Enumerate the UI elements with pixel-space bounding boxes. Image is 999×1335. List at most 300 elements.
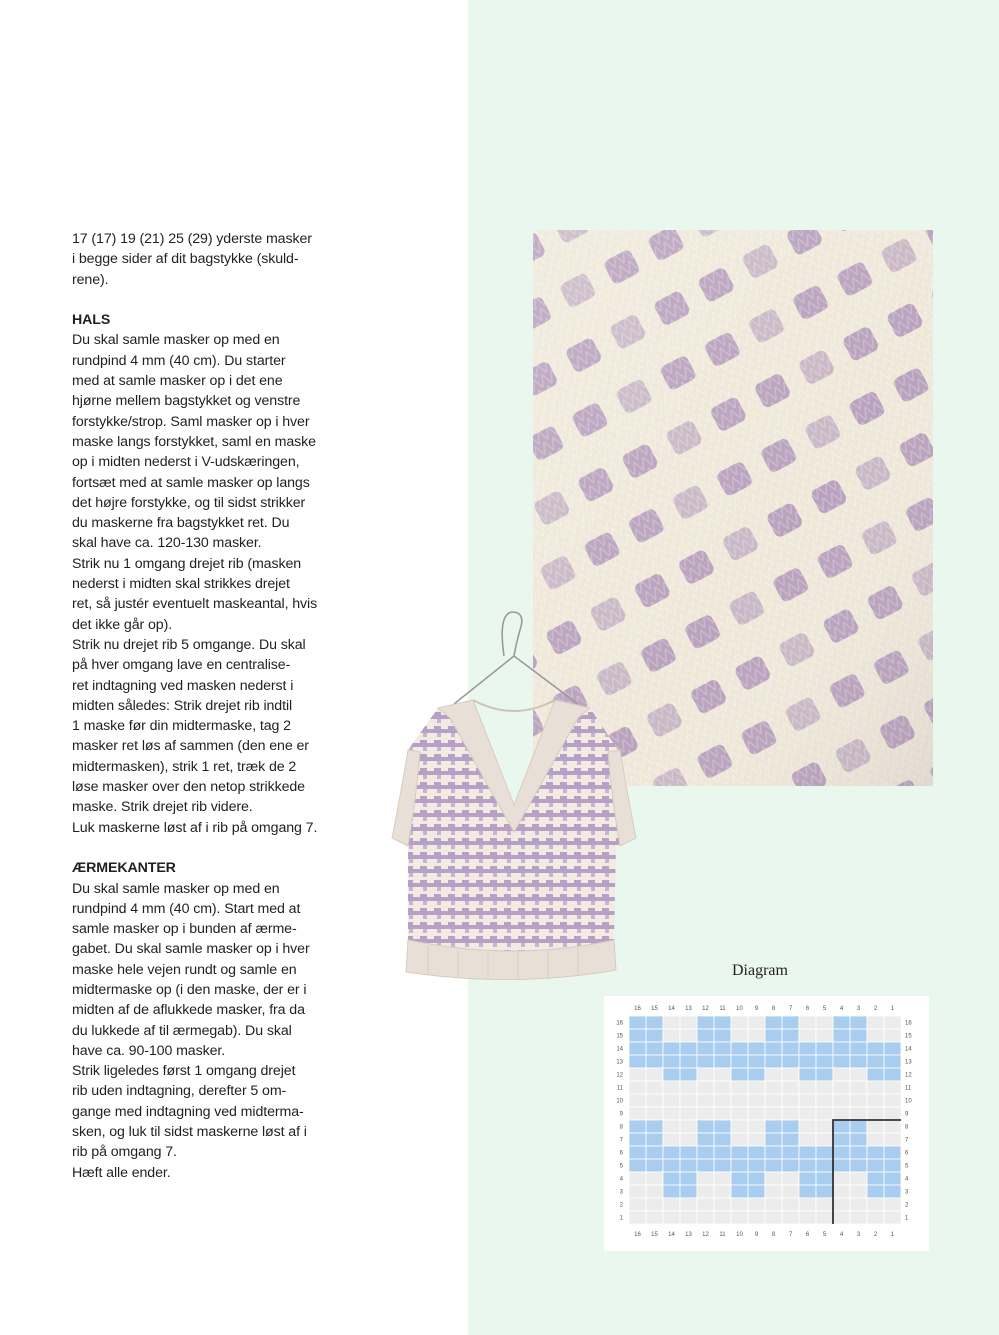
text-line: hjørne mellem bagstykket og venstre <box>72 393 301 410</box>
chart-cell-empty <box>850 1068 867 1081</box>
chart-cell-filled <box>731 1055 748 1068</box>
chart-cell-filled <box>697 1133 714 1146</box>
chart-cell-empty <box>680 1029 697 1042</box>
text-line: midtermasken), strik 1 ret, træk de 2 <box>72 758 297 775</box>
chart-cell-empty <box>646 1211 663 1224</box>
text-line: rene). <box>72 271 109 288</box>
chart-col-label: 10 <box>736 1232 743 1238</box>
chart-cell-empty <box>782 1081 799 1094</box>
chart-col-label: 16 <box>634 1006 641 1012</box>
chart-cell-filled <box>731 1068 748 1081</box>
chart-cell-empty <box>867 1198 884 1211</box>
chart-row-label: 15 <box>905 1033 912 1040</box>
chart-row-label: 9 <box>905 1111 909 1118</box>
chart-cell-empty <box>816 1094 833 1107</box>
chart-row-label: 12 <box>905 1072 912 1079</box>
chart-row-label: 8 <box>619 1124 623 1131</box>
text-line: med at samle masker op i det ene <box>72 373 283 390</box>
chart-cell-empty <box>833 1068 850 1081</box>
chart-cell-empty <box>680 1120 697 1133</box>
chart-col-label: 5 <box>822 1006 827 1012</box>
chart-cell-empty <box>663 1016 680 1029</box>
chart-cell-filled <box>714 1120 731 1133</box>
chart-col-label: 12 <box>702 1232 709 1238</box>
chart-cell-empty <box>697 1094 714 1107</box>
chart-cell-empty <box>833 1081 850 1094</box>
chart-cell-empty <box>680 1016 697 1029</box>
chart-cell-empty <box>765 1081 782 1094</box>
text-line: skal have ca. 120-130 masker. <box>72 535 262 552</box>
chart-cell-filled <box>697 1055 714 1068</box>
pattern-instructions <box>72 229 347 1183</box>
chart-row-label: 8 <box>905 1124 909 1131</box>
chart-cell-empty <box>833 1107 850 1120</box>
chart-cell-filled <box>748 1172 765 1185</box>
chart-cell-filled <box>680 1042 697 1055</box>
chart-cell-filled <box>714 1029 731 1042</box>
chart-cell-filled <box>663 1055 680 1068</box>
chart-cell-filled <box>799 1159 816 1172</box>
chart-cell-empty <box>714 1081 731 1094</box>
chart-cell-empty <box>850 1211 867 1224</box>
chart-cell-filled <box>714 1159 731 1172</box>
chart-cell-filled <box>697 1146 714 1159</box>
chart-row-label: 3 <box>905 1189 909 1196</box>
chart-cell-filled <box>646 1042 663 1055</box>
chart-cell-empty <box>799 1198 816 1211</box>
chart-cell-filled <box>748 1055 765 1068</box>
chart-cell-empty <box>748 1211 765 1224</box>
chart-cell-empty <box>782 1198 799 1211</box>
chart-cell-empty <box>748 1107 765 1120</box>
chart-cell-filled <box>850 1055 867 1068</box>
text-line: Strik nu 1 omgang drejet rib (masken <box>72 555 302 572</box>
chart-cell-filled <box>680 1146 697 1159</box>
chart-cell-filled <box>850 1159 867 1172</box>
text-line: forstykke/strop. Saml masker op i hver <box>72 413 310 430</box>
chart-cell-empty <box>629 1211 646 1224</box>
chart-col-label: 6 <box>805 1232 810 1238</box>
chart-cell-filled <box>884 1172 901 1185</box>
chart-cell-empty <box>748 1029 765 1042</box>
chart-cell-filled <box>680 1172 697 1185</box>
chart-cell-filled <box>714 1055 731 1068</box>
chart-col-label: 5 <box>822 1232 827 1238</box>
chart-cell-empty <box>731 1133 748 1146</box>
chart-cell-filled <box>867 1159 884 1172</box>
chart-cell-filled <box>782 1146 799 1159</box>
chart-cell-empty <box>714 1094 731 1107</box>
chart-cell-empty <box>850 1198 867 1211</box>
chart-cell-filled <box>714 1042 731 1055</box>
chart-cell-empty <box>884 1081 901 1094</box>
chart-cell-empty <box>816 1198 833 1211</box>
chart-cell-filled <box>748 1185 765 1198</box>
chart-cell-filled <box>680 1159 697 1172</box>
aermekanter-section <box>72 858 347 1183</box>
chart-cell-filled <box>816 1159 833 1172</box>
text-line: det ikke går op). <box>72 616 173 633</box>
chart-cell-empty <box>748 1081 765 1094</box>
chart-cell-filled <box>867 1068 884 1081</box>
chart-cell-filled <box>867 1055 884 1068</box>
chart-cell-filled <box>799 1172 816 1185</box>
hanger-icon <box>454 612 578 704</box>
chart-cell-filled <box>867 1042 884 1055</box>
chart-cell-filled <box>833 1029 850 1042</box>
chart-cell-filled <box>646 1159 663 1172</box>
intro-paragraph <box>72 229 347 290</box>
chart-cell-filled <box>765 1159 782 1172</box>
chart-col-label: 9 <box>754 1006 759 1012</box>
chart-cell-filled <box>714 1016 731 1029</box>
chart-cell-empty <box>799 1107 816 1120</box>
chart-cell-filled <box>816 1172 833 1185</box>
chart-cell-empty <box>816 1133 833 1146</box>
chart-col-label: 9 <box>754 1232 759 1238</box>
text-line: løse masker over den netop strikkede <box>72 779 305 796</box>
chart-cell-empty <box>663 1120 680 1133</box>
chart-cell-empty <box>884 1120 901 1133</box>
chart-cell-empty <box>629 1094 646 1107</box>
text-line: Hæft alle ender. <box>72 1164 171 1181</box>
chart-row-label: 15 <box>616 1033 623 1040</box>
chart-cell-empty <box>714 1172 731 1185</box>
chart-cell-filled <box>663 1042 680 1055</box>
chart-cell-empty <box>629 1198 646 1211</box>
chart-cell-empty <box>731 1081 748 1094</box>
chart-row-label: 14 <box>905 1046 912 1053</box>
chart-row-label: 6 <box>619 1150 623 1157</box>
chart-cell-filled <box>799 1146 816 1159</box>
chart-cell-filled <box>884 1055 901 1068</box>
chart-row-label: 13 <box>616 1059 623 1066</box>
chart-cell-filled <box>646 1029 663 1042</box>
text-line: maske hele vejen rundt og samle en <box>72 961 297 978</box>
chart-cell-filled <box>714 1133 731 1146</box>
chart-cell-empty <box>731 1094 748 1107</box>
chart-cell-empty <box>731 1120 748 1133</box>
chart-cell-empty <box>714 1198 731 1211</box>
chart-col-label: 4 <box>839 1006 844 1012</box>
chart-col-label: 7 <box>788 1232 793 1238</box>
chart-row-label: 6 <box>905 1150 909 1157</box>
text-line: Du skal samle masker op med en <box>72 880 280 897</box>
chart-cell-filled <box>646 1120 663 1133</box>
chart-cell-empty <box>663 1107 680 1120</box>
chart-cell-empty <box>629 1185 646 1198</box>
chart-col-label: 8 <box>771 1232 776 1238</box>
diagram-title: Diagram <box>732 962 788 979</box>
chart-cell-filled <box>765 1042 782 1055</box>
chart-cell-empty <box>867 1107 884 1120</box>
chart-cell-filled <box>867 1172 884 1185</box>
chart-cell-empty <box>731 1211 748 1224</box>
chart-row-label: 12 <box>616 1072 623 1079</box>
text-line: midten således: Strik drejet rib indtil <box>72 697 293 714</box>
chart-cell-filled <box>714 1146 731 1159</box>
chart-col-label: 8 <box>771 1006 776 1012</box>
chart-row-label: 5 <box>619 1163 623 1170</box>
chart-col-label: 3 <box>856 1006 861 1012</box>
chart-cell-empty <box>765 1211 782 1224</box>
chart-cell-empty <box>884 1094 901 1107</box>
chart-cell-empty <box>850 1107 867 1120</box>
chart-cell-empty <box>833 1094 850 1107</box>
chart-cell-empty <box>714 1185 731 1198</box>
chart-cell-empty <box>867 1081 884 1094</box>
chart-cell-empty <box>867 1016 884 1029</box>
chart-cell-empty <box>680 1133 697 1146</box>
chart-cell-empty <box>867 1120 884 1133</box>
chart-cell-filled <box>850 1120 867 1133</box>
chart-cell-empty <box>884 1133 901 1146</box>
text-line: rundpind 4 mm (40 cm). Start med at <box>72 900 301 917</box>
chart-cell-empty <box>765 1107 782 1120</box>
chart-cell-filled <box>799 1042 816 1055</box>
text-line: du lukkede af til ærmegab). Du skal <box>72 1022 292 1039</box>
chart-cell-filled <box>697 1159 714 1172</box>
chart-col-label: 10 <box>736 1006 743 1012</box>
chart-cell-empty <box>663 1081 680 1094</box>
chart-cell-empty <box>748 1198 765 1211</box>
chart-col-label: 15 <box>651 1232 658 1238</box>
chart-col-label: 14 <box>668 1006 675 1012</box>
chart-cell-filled <box>680 1185 697 1198</box>
chart-cell-filled <box>765 1029 782 1042</box>
chart-cell-filled <box>697 1029 714 1042</box>
chart-cell-empty <box>799 1120 816 1133</box>
chart-row-label: 16 <box>616 1020 623 1027</box>
chart-cell-filled <box>799 1068 816 1081</box>
chart-cell-empty <box>833 1172 850 1185</box>
chart-cell-empty <box>884 1211 901 1224</box>
chart-cell-filled <box>833 1042 850 1055</box>
chart-row-label: 7 <box>619 1137 623 1144</box>
chart-cell-empty <box>731 1107 748 1120</box>
chart-col-label: 14 <box>668 1232 675 1238</box>
chart-cell-empty <box>816 1081 833 1094</box>
chart-cell-empty <box>680 1094 697 1107</box>
chart-cell-filled <box>629 1120 646 1133</box>
chart-cell-filled <box>646 1016 663 1029</box>
text-line: det højre forstykke, og til sidst strikker <box>72 494 306 511</box>
chart-cell-empty <box>697 1068 714 1081</box>
chart-cell-empty <box>884 1016 901 1029</box>
chart-cell-empty <box>850 1172 867 1185</box>
text-line: 17 (17) 19 (21) 25 (29) yderste masker <box>72 231 312 247</box>
chart-cell-filled <box>850 1133 867 1146</box>
chart-cell-filled <box>850 1146 867 1159</box>
chart-cell-filled <box>697 1016 714 1029</box>
chart-row-label: 1 <box>619 1215 623 1222</box>
chart-cell-empty <box>680 1107 697 1120</box>
text-line: rib uden indtagning, derefter 5 om- <box>72 1083 287 1100</box>
text-line: gange med indtagning ved midterma- <box>72 1103 304 1120</box>
chart-cell-empty <box>646 1198 663 1211</box>
chart-cell-empty <box>663 1211 680 1224</box>
chart-cell-filled <box>629 1055 646 1068</box>
chart-cell-empty <box>680 1081 697 1094</box>
chart-cell-filled <box>884 1042 901 1055</box>
chart-cell-empty <box>646 1081 663 1094</box>
chart-cell-filled <box>765 1120 782 1133</box>
chart-cell-empty <box>833 1185 850 1198</box>
chart-cell-empty <box>867 1029 884 1042</box>
chart-cell-filled <box>850 1016 867 1029</box>
chart-cell-empty <box>629 1081 646 1094</box>
chart-cell-empty <box>748 1133 765 1146</box>
chart-cell-filled <box>782 1159 799 1172</box>
chart-cell-filled <box>782 1055 799 1068</box>
chart-col-label: 1 <box>890 1006 895 1012</box>
chart-cell-empty <box>646 1107 663 1120</box>
chart-cell-empty <box>629 1068 646 1081</box>
chart-cell-filled <box>629 1016 646 1029</box>
chart-cell-filled <box>646 1055 663 1068</box>
text-line: maske langs forstykket, saml en maske <box>72 433 316 450</box>
chart-cell-filled <box>816 1146 833 1159</box>
chart-col-label: 13 <box>685 1232 692 1238</box>
text-line: masker ret løs af sammen (den ene er <box>72 738 309 755</box>
chart-cell-empty <box>765 1094 782 1107</box>
chart-cell-filled <box>884 1185 901 1198</box>
chart-cell-empty <box>833 1198 850 1211</box>
chart-cell-filled <box>867 1185 884 1198</box>
chart-cell-empty <box>765 1068 782 1081</box>
chart-cell-filled <box>833 1133 850 1146</box>
chart-cell-empty <box>748 1016 765 1029</box>
chart-row-label: 16 <box>905 1020 912 1027</box>
chart-row-label: 14 <box>616 1046 623 1053</box>
text-line: fortsæt med at samle masker op langs <box>72 474 310 491</box>
chart-cell-filled <box>782 1042 799 1055</box>
chart-cell-empty <box>663 1029 680 1042</box>
chart-cell-filled <box>663 1172 680 1185</box>
chart-cell-filled <box>833 1146 850 1159</box>
chart-row-label: 1 <box>905 1215 909 1222</box>
chart-cell-empty <box>663 1133 680 1146</box>
chart-col-label: 2 <box>873 1232 878 1238</box>
chart-cell-filled <box>799 1055 816 1068</box>
chart-cell-filled <box>833 1159 850 1172</box>
section-heading-aermekanter: ÆRMEKANTER <box>72 860 176 877</box>
chart-cell-filled <box>782 1120 799 1133</box>
chart-cell-filled <box>765 1146 782 1159</box>
chart-cell-empty <box>731 1198 748 1211</box>
chart-col-label: 3 <box>856 1232 861 1238</box>
chart-cell-empty <box>697 1081 714 1094</box>
chart-row-label: 4 <box>619 1176 623 1183</box>
chart-cell-filled <box>663 1146 680 1159</box>
chart-cell-filled <box>850 1042 867 1055</box>
text-line: Du skal samle masker op med en <box>72 332 280 349</box>
text-line: ret, så justér eventuelt maskeantal, hvis <box>72 596 318 613</box>
text-line: samle masker op i bunden af ærme- <box>72 921 297 938</box>
chart-cell-filled <box>748 1042 765 1055</box>
chart-cell-empty <box>816 1016 833 1029</box>
chart-cell-filled <box>731 1172 748 1185</box>
chart-col-label: 1 <box>890 1232 895 1238</box>
chart-row-label: 3 <box>619 1189 623 1196</box>
chart-cell-empty <box>748 1120 765 1133</box>
chart-cell-empty <box>782 1211 799 1224</box>
chart-cell-empty <box>663 1094 680 1107</box>
text-line: du maskerne fra bagstykket ret. Du <box>72 515 290 532</box>
chart-cell-filled <box>748 1068 765 1081</box>
chart-cell-filled <box>680 1055 697 1068</box>
chart-cell-empty <box>884 1029 901 1042</box>
chart-col-label: 6 <box>805 1006 810 1012</box>
chart-cell-empty <box>765 1172 782 1185</box>
chart-cell-empty <box>782 1107 799 1120</box>
chart-cell-filled <box>731 1042 748 1055</box>
chart-cell-empty <box>646 1185 663 1198</box>
chart-cell-filled <box>765 1016 782 1029</box>
text-line: op i midten nederst i V-udskæringen, <box>72 454 300 471</box>
chart-cell-empty <box>782 1185 799 1198</box>
chart-cell-empty <box>765 1198 782 1211</box>
chart-col-label: 11 <box>719 1232 726 1238</box>
chart-cell-filled <box>680 1068 697 1081</box>
chart-cell-filled <box>833 1016 850 1029</box>
chart-cell-empty <box>714 1211 731 1224</box>
chart-cell-empty <box>816 1120 833 1133</box>
chart-cell-empty <box>799 1094 816 1107</box>
chart-cell-filled <box>816 1068 833 1081</box>
chart-cell-filled <box>833 1055 850 1068</box>
section-heading-hals: HALS <box>72 312 111 329</box>
chart-cell-filled <box>697 1042 714 1055</box>
chart-cell-empty <box>697 1198 714 1211</box>
chart-cell-empty <box>884 1198 901 1211</box>
chart-cell-filled <box>782 1029 799 1042</box>
text-line: nederst i midten skal strikkes drejet <box>72 576 290 593</box>
chart-row-label: 13 <box>905 1059 912 1066</box>
text-line: midtermaske op (i den maske, der er i <box>72 981 307 998</box>
chart-cell-filled <box>646 1133 663 1146</box>
text-line: gabet. Du skal samle masker op i hver <box>72 941 310 958</box>
chart-cell-filled <box>816 1042 833 1055</box>
chart-row-label: 11 <box>616 1085 623 1092</box>
chart-cell-empty <box>884 1107 901 1120</box>
chart-cell-filled <box>816 1185 833 1198</box>
chart-cell-filled <box>731 1159 748 1172</box>
chart-cell-empty <box>867 1094 884 1107</box>
chart-cell-empty <box>663 1198 680 1211</box>
chart-cell-filled <box>884 1159 901 1172</box>
vest-photo <box>378 600 650 990</box>
text-line: ret indtagning ved masken nederst i <box>72 677 294 694</box>
chart-cell-empty <box>799 1211 816 1224</box>
chart-cell-empty <box>646 1172 663 1185</box>
chart-cell-empty <box>731 1016 748 1029</box>
chart-cell-empty <box>867 1133 884 1146</box>
chart-cell-filled <box>782 1133 799 1146</box>
chart-cell-filled <box>697 1120 714 1133</box>
chart-row-label: 10 <box>905 1098 912 1105</box>
chart-cell-filled <box>833 1120 850 1133</box>
chart-row-label: 2 <box>619 1202 623 1209</box>
chart-cell-empty <box>850 1094 867 1107</box>
chart-cell-empty <box>748 1094 765 1107</box>
chart-col-label: 13 <box>685 1006 692 1012</box>
chart-cell-empty <box>867 1211 884 1224</box>
chart-cell-filled <box>646 1146 663 1159</box>
chart-cell-empty <box>697 1107 714 1120</box>
chart-cell-empty <box>816 1211 833 1224</box>
chart-cell-filled <box>850 1029 867 1042</box>
